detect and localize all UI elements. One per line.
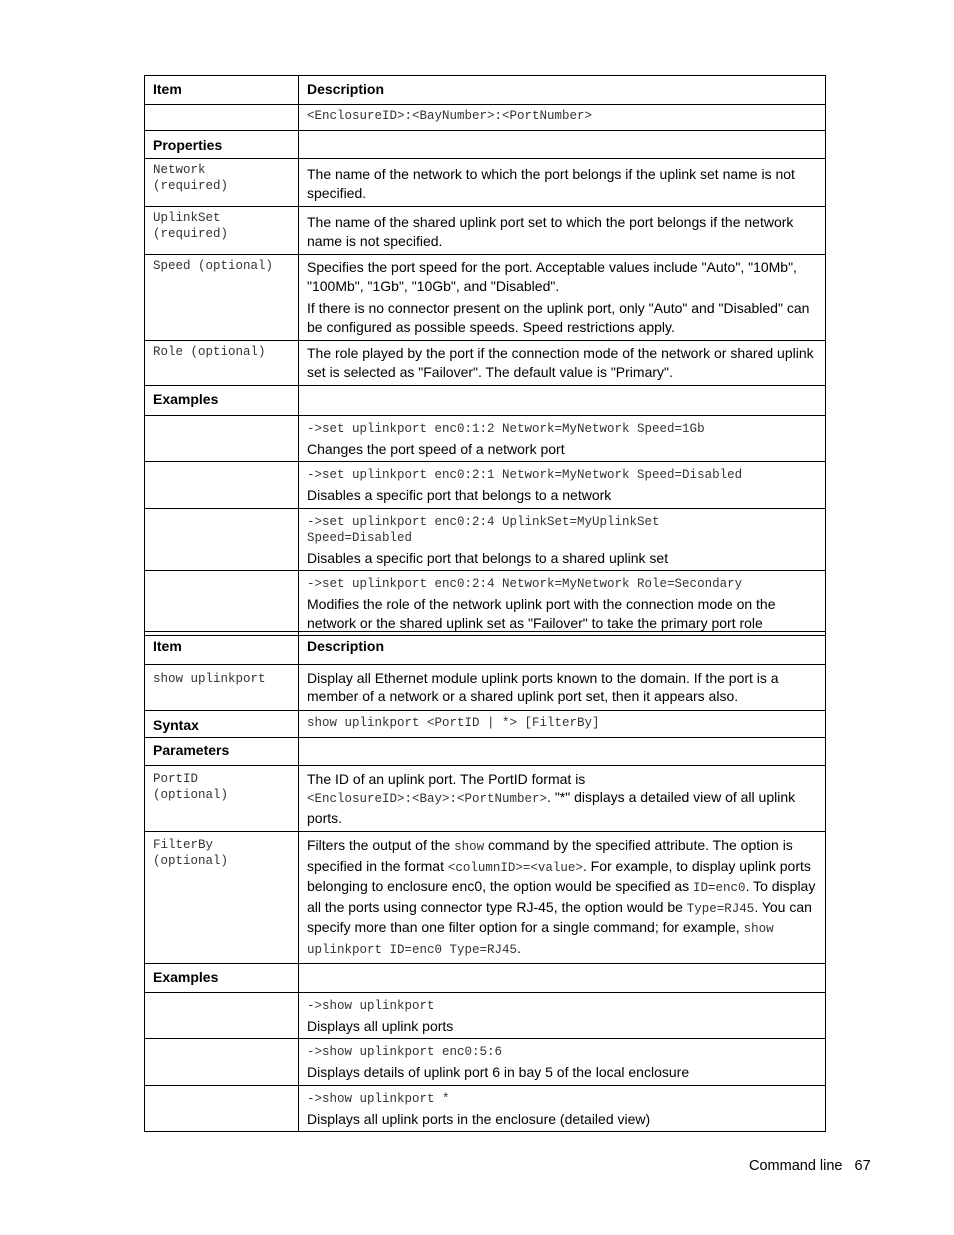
table-row: [145, 341, 826, 386]
table-row: [145, 710, 826, 738]
example-row: [145, 508, 826, 571]
section-row-parameters: [145, 738, 826, 766]
command-description: Display all Ethernet module uplink ports known to the domain. If the port is a member of a network or a shared uplink port set, then it appears also.: [307, 669, 779, 704]
property-qualifier: (required): [153, 179, 229, 193]
section-label: Syntax: [145, 710, 299, 738]
header-item: Item: [145, 76, 299, 105]
section-label: Examples: [145, 964, 299, 993]
property-description: The name of the shared uplink port set to which the port belongs if the network name is not specified.: [307, 214, 794, 249]
example-command: ->set uplinkport enc0:2:4 Network=MyNetwork Role=Secondary: [307, 577, 743, 591]
section-label: Properties: [145, 130, 299, 159]
example-description: Displays all uplink ports: [307, 1017, 454, 1034]
property-name: Network: [153, 163, 206, 177]
footer-section-title: Command line: [749, 1158, 843, 1174]
table-row: [145, 765, 826, 832]
example-row: [145, 415, 826, 462]
table-row: [145, 832, 826, 964]
uplinkport-properties-table: [144, 75, 826, 636]
property-name: Role (optional): [153, 345, 266, 359]
table-row: [145, 664, 826, 710]
example-description: Disables a specific port that belongs to a shared uplink set: [307, 549, 669, 566]
property-description-note: If there is no connector present on the uplink port, only "Auto" and "Disabled" can be configured as possible speeds. Speed restrictions apply.: [307, 300, 810, 335]
example-command-continued: Speed=Disabled: [307, 530, 413, 545]
example-row: [145, 1039, 826, 1086]
parameter-description: Filters the output of the show command by the specified attribute. The option is specified in the format <columnID>=<value>. For example, to display uplink ports belonging to enclosure enc0, the option would be specified as ID=enc0. To display all the ports using connector type RJ-45, the option would be Type=RJ45. You can specify more than one filter option for a single command; for example, show uplinkport ID=enc0 Type=RJ45.: [307, 837, 816, 957]
property-name: Speed (optional): [153, 259, 274, 273]
example-row: [145, 462, 826, 509]
example-row: [145, 571, 826, 636]
section-row-examples: [145, 964, 826, 993]
property-qualifier: (required): [153, 227, 229, 241]
property-name: UplinkSet: [153, 211, 221, 225]
port-id-format: <EnclosureID>:<BayNumber>:<PortNumber>: [307, 108, 593, 123]
parameter-name: FilterBy: [153, 838, 214, 852]
example-command: ->show uplinkport: [307, 998, 435, 1013]
table-row: [145, 159, 826, 207]
parameter-qualifier: (optional): [153, 787, 229, 802]
table-header: [145, 632, 826, 665]
example-row: [145, 992, 826, 1039]
table-row: [145, 255, 826, 341]
parameter-qualifier: (optional): [153, 854, 229, 868]
page-footer: [749, 1158, 871, 1174]
example-command: ->set uplinkport enc0:2:1 Network=MyNetwork Speed=Disabled: [307, 468, 743, 482]
example-command: ->set uplinkport enc0:2:4 UplinkSet=MyUplinkSet: [307, 514, 660, 529]
syntax-text: show uplinkport <PortID | *> [FilterBy]: [307, 715, 600, 730]
example-command: ->show uplinkport enc0:5:6: [307, 1045, 503, 1059]
table-header: [145, 76, 826, 105]
page-number: 67: [854, 1158, 871, 1174]
header-description: Description: [299, 76, 826, 105]
example-description: Displays details of uplink port 6 in bay 5 of the local enclosure: [307, 1064, 690, 1080]
show-uplinkport-table: [144, 631, 826, 1132]
header-description: Description: [299, 632, 826, 665]
example-description: Changes the port speed of a network port: [307, 440, 565, 457]
header-item: Item: [145, 632, 299, 665]
command-name: show uplinkport: [153, 671, 266, 686]
parameter-name: PortID: [153, 771, 199, 786]
section-row-examples: [145, 386, 826, 416]
example-row: [145, 1085, 826, 1132]
section-row-properties: [145, 130, 826, 159]
section-label: Examples: [145, 386, 299, 416]
example-command: ->show uplinkport *: [307, 1091, 450, 1106]
example-description: Displays all uplink ports in the enclosure (detailed view): [307, 1110, 651, 1127]
table-row: [145, 207, 826, 255]
example-description: Disables a specific port that belongs to a network: [307, 487, 612, 503]
parameter-description: The ID of an uplink port. The PortID format is <EnclosureID>:<Bay>:<PortNumber>. "*" displays a detailed view of all uplink ports.: [307, 770, 796, 826]
table-row: [145, 104, 826, 130]
property-description: The name of the network to which the port belongs if the uplink set name is not specified.: [307, 166, 795, 201]
section-label: Parameters: [145, 738, 299, 766]
example-command: ->set uplinkport enc0:1:2 Network=MyNetwork Speed=1Gb: [307, 421, 705, 436]
property-description: The role played by the port if the connection mode of the network or shared uplink set is selected as "Failover". The default value is "Primary".: [307, 345, 814, 380]
example-description: Modifies the role of the network uplink port with the connection mode on the network or the shared uplink set as "Failover" to take the primary port role: [307, 596, 776, 631]
property-description: Specifies the port speed for the port. Acceptable values include "Auto", "10Mb", "100Mb", "1Gb", "10Gb", and "Disabled".: [307, 259, 797, 294]
